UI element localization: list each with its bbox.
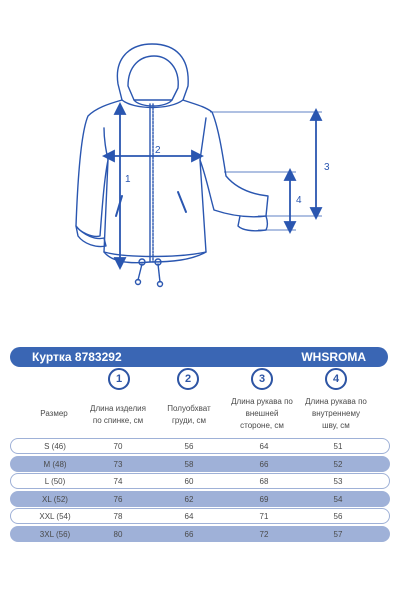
table-cell-c1: 78 — [113, 512, 123, 521]
table-row — [10, 473, 390, 489]
table-cell-c3: 66 — [259, 459, 269, 469]
table-cell-c4: 54 — [333, 494, 343, 504]
header-sleeve-outer: Длина рукава по внешней стороне, см — [231, 397, 293, 430]
table-cell-c1: 74 — [113, 477, 123, 486]
table-cell-c3: 68 — [259, 477, 269, 486]
table-cell-c1: 76 — [113, 494, 123, 504]
table-cell-size: L (50) — [44, 477, 66, 486]
size-chart-title-bar — [10, 347, 388, 367]
table-cell-size: S (46) — [44, 442, 66, 451]
column-number-4: 4 — [325, 368, 347, 390]
table-cell-c2: 60 — [184, 477, 194, 486]
table-cell-c2: 66 — [184, 529, 194, 539]
table-cell-c4: 53 — [333, 477, 343, 486]
table-cell-c2: 62 — [184, 494, 194, 504]
table-row — [10, 508, 390, 524]
table-cell-c3: 69 — [259, 494, 269, 504]
column-number-1: 1 — [108, 368, 130, 390]
dimension-label-3: 3 — [324, 162, 330, 173]
dimension-label-4: 4 — [296, 195, 302, 206]
table-cell-c4: 57 — [333, 529, 343, 539]
dimension-label-2: 2 — [155, 145, 161, 156]
header-back-length: Длина изделия по спинке, см — [90, 404, 146, 425]
column-number-2: 2 — [177, 368, 199, 390]
table-cell-c3: 64 — [259, 442, 269, 451]
dimension-label-1: 1 — [125, 174, 131, 185]
table-row — [10, 438, 390, 454]
table-row — [10, 526, 390, 542]
table-cell-c1: 80 — [113, 529, 123, 539]
table-cell-size: XL (52) — [42, 494, 68, 504]
table-row — [10, 456, 390, 472]
product-title: Куртка 8783292 — [32, 350, 122, 364]
header-chest: Полуобхват груди, см — [167, 404, 211, 425]
table-cell-c4: 52 — [333, 459, 343, 469]
table-row — [10, 491, 390, 507]
table-cell-c1: 73 — [113, 459, 123, 469]
table-cell-c4: 51 — [333, 442, 343, 451]
column-number-3: 3 — [251, 368, 273, 390]
table-cell-size: 3XL (56) — [39, 529, 71, 539]
jacket-body — [76, 100, 268, 263]
table-cell-c3: 71 — [259, 512, 269, 521]
header-sleeve-inner: Длина рукава по внутреннему шву, см — [305, 397, 367, 430]
table-cell-c3: 72 — [259, 529, 269, 539]
table-cell-c2: 64 — [184, 512, 194, 521]
table-cell-size: M (48) — [43, 459, 67, 469]
table-cell-c2: 58 — [184, 459, 194, 469]
table-cell-c4: 56 — [333, 512, 343, 521]
table-cell-c1: 70 — [113, 442, 123, 451]
brand-name: WHSROMA — [301, 350, 366, 364]
table-cell-size: XXL (54) — [39, 512, 71, 521]
header-size: Размер — [40, 409, 68, 418]
table-cell-c2: 56 — [184, 442, 194, 451]
